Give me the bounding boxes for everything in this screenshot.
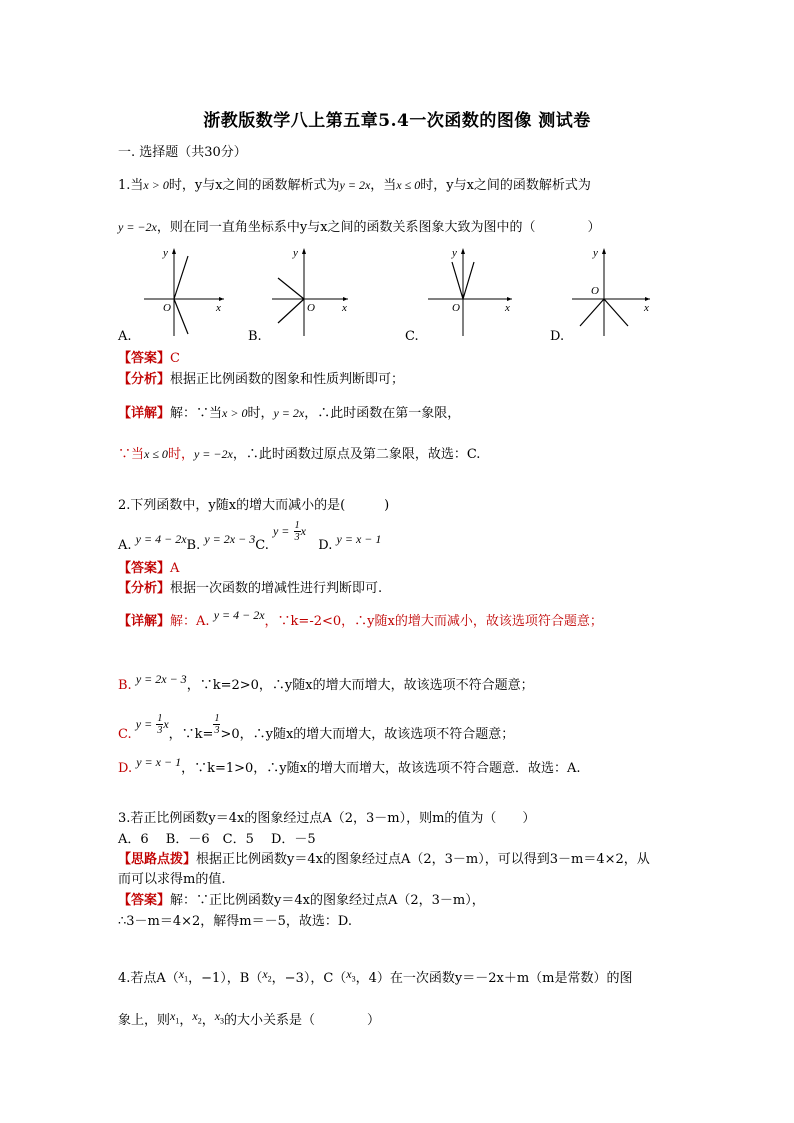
q2-detail-d <box>118 757 581 776</box>
origin-label: O <box>163 302 171 314</box>
detail-text: ，∵k=2>0，∴y随x的增大而增大，故该选项不符合题意； <box>186 678 534 693</box>
q1-detail-line-2 <box>118 443 480 462</box>
y-axis-arrow <box>602 248 606 254</box>
subscript: 3 <box>351 974 356 984</box>
detail-formula: y = x − 1 <box>136 755 182 769</box>
q1-analysis <box>118 368 404 387</box>
line-pos <box>604 299 628 326</box>
line-neg <box>452 262 463 299</box>
analysis-text: 根据一次函数的增减性进行判断即可. <box>170 581 383 596</box>
point-x2 <box>262 967 272 984</box>
y-axis-arrow <box>302 248 306 254</box>
q1-formula-pos: y = 2x <box>339 178 371 192</box>
answer-text: 解：∵正比例函数y＝4x的图象经过点A（2，3－m）， <box>170 893 485 908</box>
analysis-tag: 【分析】 <box>118 581 171 596</box>
fraction <box>294 520 301 543</box>
q1-option-b: B. <box>248 329 262 344</box>
q2-detail-c <box>118 713 515 746</box>
point-x3 <box>346 967 356 984</box>
q1-line-2 <box>118 216 601 235</box>
q3-options: A．6 B．－6 C．5 D．－5 <box>118 832 316 847</box>
subscript: 1 <box>175 1016 180 1026</box>
detail-text: 解：∵当 <box>170 406 223 421</box>
line-neg <box>174 299 188 334</box>
fraction <box>213 713 220 736</box>
line-neg <box>580 299 604 326</box>
q4-text: 4.若点A（ <box>118 971 179 986</box>
origin-label: O <box>591 285 599 297</box>
answer-tag: 【答案】 <box>118 561 171 576</box>
detail-tag: 【详解】 <box>118 614 171 629</box>
q1-text: ，当 <box>370 178 397 193</box>
q1-detail-line-1 <box>118 402 460 421</box>
var: x <box>262 967 268 981</box>
formula-part: y = <box>272 524 290 538</box>
subscript: 2 <box>267 974 272 984</box>
line-pos <box>278 299 304 323</box>
line-pos <box>463 262 474 299</box>
line-pos <box>174 256 188 299</box>
q1-condition-neg: x ≤ 0 <box>396 178 421 192</box>
q2-option-a-label: A. <box>118 538 132 553</box>
fraction-num: 1 <box>157 713 163 724</box>
q1-line-1 <box>118 174 591 193</box>
x-label: x <box>505 302 510 314</box>
q4-text: ，−1），B（ <box>188 971 263 986</box>
q1-text: ，则在同一直角坐标系中y与x之间的函数关系图象大致为图中的（ ） <box>156 220 601 235</box>
q2-option-b-label: B. <box>186 538 201 553</box>
origin-label: O <box>452 302 460 314</box>
q1-text: 时，y与x之间的函数解析式为 <box>168 178 340 193</box>
y-label: y <box>452 247 457 259</box>
analysis-text: 根据正比例函数的图象和性质判断即可； <box>170 372 405 387</box>
q3-hint-line-2: 而可以求得m的值. <box>118 872 226 887</box>
detail-text: ∵当 <box>118 447 145 462</box>
q1-answer <box>118 347 180 366</box>
y-label: y <box>593 247 598 259</box>
detail-formula: y = 2x − 3 <box>135 672 187 686</box>
subscript: 2 <box>197 1016 202 1026</box>
detail-tag: 【详解】 <box>118 406 171 421</box>
x-axis-arrow <box>219 297 224 301</box>
q2-detail-a <box>118 610 603 629</box>
q4-line-2 <box>118 1009 380 1029</box>
detail-formula <box>135 713 169 736</box>
analysis-tag: 【分析】 <box>118 372 171 387</box>
x-label: x <box>216 302 221 314</box>
detail-text: 时， <box>247 406 274 421</box>
subscript: 1 <box>184 974 189 984</box>
answer-tag: 【答案】 <box>118 351 171 366</box>
q2-option-c-label: C. <box>255 538 269 553</box>
q4-text: ， <box>179 1013 193 1028</box>
q2-detail-b <box>118 674 534 693</box>
origin-label: O <box>307 302 315 314</box>
detail-formula: y = −2x <box>193 447 233 461</box>
var: x <box>170 1009 176 1023</box>
detail-formula: y = 4 − 2x <box>213 608 265 622</box>
subscript: 3 <box>220 1016 225 1026</box>
section-heading: 一. 选择题（共30分） <box>118 145 247 160</box>
q2-option-d-label: D. <box>318 538 333 553</box>
formula-part: x <box>163 717 169 731</box>
detail-text: B. <box>118 678 132 693</box>
q4-text: ，−3），C（ <box>271 971 347 986</box>
q2-answer <box>118 557 179 576</box>
answer-value: A <box>170 561 180 576</box>
fraction-den: 3 <box>157 725 163 736</box>
detail-text: ，∴此时函数过原点及第二象限，故选：C. <box>232 447 481 462</box>
q1-text: 1.当 <box>118 178 144 193</box>
detail-text: C. <box>118 727 132 742</box>
y-axis-arrow <box>172 248 176 254</box>
detail-text: ，∴此时函数在第一象限， <box>304 406 461 421</box>
fraction-num: 1 <box>294 520 300 531</box>
detail-text: >0，∴y随x的增大而增大，故该选项不符合题意； <box>220 727 515 742</box>
var-x2 <box>192 1009 202 1026</box>
detail-text: ，∵k=1>0，∴y随x的增大而增大，故该选项不符合题意．故选：A. <box>181 761 581 776</box>
graph-a <box>136 242 236 337</box>
detail-text: 时， <box>167 447 194 462</box>
formula-part: y = <box>135 717 153 731</box>
q3-stem: 3.若正比例函数y＝4x的图象经过点A（2，3－m），则m的值为（ ） <box>118 811 536 826</box>
graph-b <box>266 242 366 337</box>
q2-analysis <box>118 577 382 596</box>
detail-condition: x ≤ 0 <box>144 447 168 461</box>
detail-condition: x > 0 <box>222 406 248 420</box>
y-label: y <box>163 247 168 259</box>
hint-text: 根据正比例函数y＝4x的图象经过点A（2，3－m），可以得到3－m＝4×2，从 <box>196 852 650 867</box>
q2-options <box>118 520 382 557</box>
detail-formula: y = 2x <box>273 406 305 420</box>
fraction-num: 1 <box>214 713 220 724</box>
x-axis-arrow <box>507 297 512 301</box>
q2-option-c-formula <box>272 520 306 543</box>
detail-text: D. <box>118 761 133 776</box>
q1-option-c: C. <box>405 329 419 344</box>
q2-option-a-formula: y = 4 − 2x <box>135 532 187 546</box>
point-x1 <box>178 967 189 984</box>
detail-text: 解：A. <box>170 614 210 629</box>
var: x <box>178 967 185 981</box>
x-label: x <box>644 302 649 314</box>
graph-c <box>422 242 522 337</box>
page-title: 浙教版数学八上第五章5.4一次函数的图像 测试卷 <box>203 111 591 131</box>
var-x3 <box>214 1009 225 1026</box>
detail-text: ，∵k=-2<0，∴y随x的增大而减小，故该选项符合题意； <box>264 614 603 629</box>
q4-text: ，4）在一次函数y＝－2x＋m（m是常数）的图 <box>355 971 633 986</box>
var: x <box>192 1009 198 1023</box>
x-axis-arrow <box>343 297 348 301</box>
q4-text: 象上，则 <box>118 1013 171 1028</box>
q4-text: ， <box>201 1013 215 1028</box>
graph-d <box>566 242 666 337</box>
q1-formula-neg: y = −2x <box>118 220 157 234</box>
x-label: x <box>342 302 347 314</box>
q1-condition-pos: x > 0 <box>143 178 169 192</box>
y-label: y <box>293 247 298 259</box>
q4-text: 的大小关系是（ ） <box>224 1013 381 1028</box>
line-neg <box>278 278 304 299</box>
q1-text: 时，y与x之间的函数解析式为 <box>420 178 591 193</box>
fraction-den: 3 <box>214 725 220 736</box>
var: x <box>346 967 352 981</box>
q3-answer-line-1 <box>118 889 485 908</box>
q2-stem: 2.下列函数中，y随x的增大而减小的是( ) <box>118 498 390 513</box>
q1-option-a: A. <box>118 329 132 344</box>
q3-hint-line-1 <box>118 848 650 867</box>
fraction-den: 3 <box>294 532 300 543</box>
q1-option-d: D. <box>550 329 565 344</box>
answer-tag: 【答案】 <box>118 893 171 908</box>
var-x1 <box>170 1009 180 1026</box>
q2-option-b-formula: y = 2x − 3 <box>204 532 256 546</box>
y-axis-arrow <box>461 248 465 254</box>
q4-line-1 <box>118 967 633 987</box>
answer-value: C <box>170 351 180 366</box>
q3-answer-line-2: ∴3－m＝4×2，解得m＝－5，故选：D. <box>118 914 352 929</box>
q2-option-d-formula: y = x − 1 <box>336 532 382 546</box>
x-axis-arrow <box>645 297 650 301</box>
var: x <box>214 1009 221 1023</box>
detail-text: ，∵k= <box>168 727 214 742</box>
hint-tag: 【思路点拨】 <box>118 852 197 867</box>
formula-part: x <box>300 524 306 538</box>
